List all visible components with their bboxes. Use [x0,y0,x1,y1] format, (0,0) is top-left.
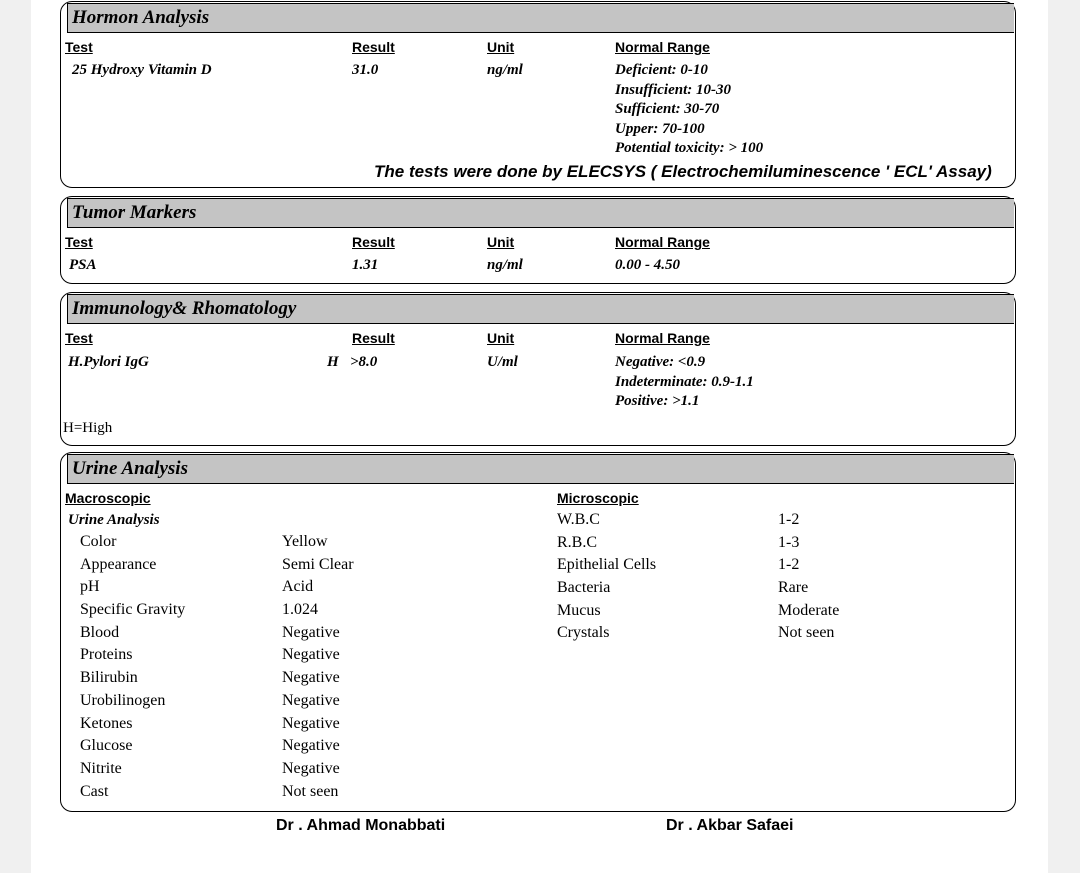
item-label: Bacteria [557,579,611,597]
signature-left: Dr . Ahmad Monabbati [276,817,446,834]
test-unit: ng/ml [487,62,523,78]
col-test: Test [65,330,93,346]
item-value: Negative [282,759,340,777]
list-item [557,534,877,557]
urine-subheader: Urine Analysis [68,512,160,528]
item-value: 1-3 [778,533,800,551]
range-line: Indeterminate: 0.9-1.1 [615,373,754,390]
normal-range [615,61,763,159]
col-range: Normal Range [615,330,710,346]
section-title: Urine Analysis [72,458,188,479]
list-item [80,715,400,738]
test-result: 1.31 [352,257,379,273]
item-value: Negative [282,691,340,709]
test-unit: ng/ml [487,257,523,273]
microscopic-header: Microscopic [557,490,639,506]
item-label: Proteins [80,646,133,664]
item-label: Glucose [80,737,133,755]
list-item [80,533,400,556]
item-value: Negative [282,714,340,732]
item-value: 1.024 [282,601,318,619]
macroscopic-list [80,533,400,805]
list-item [80,760,400,783]
item-label: Epithelial Cells [557,556,657,574]
item-label: Blood [80,623,120,641]
flag-legend: H=High [63,420,113,436]
list-item [80,578,400,601]
item-label: pH [80,578,100,596]
method-note: The tests were done by ELECSYS ( Electrochemiluminescence ' ECL' Assay) [374,162,992,181]
list-item [80,601,400,624]
range-line: Upper: 70-100 [615,120,705,137]
range-line: Negative: <0.9 [615,354,706,370]
normal-range: 0.00 - 4.50 [615,257,680,273]
range-line: Deficient: 0-10 [615,62,708,78]
item-value: 1-2 [778,511,800,528]
list-item [80,646,400,669]
item-value: Negative [282,737,340,755]
col-test: Test [65,39,93,55]
list-item [80,737,400,760]
item-label: Crystals [557,624,610,642]
list-item [80,783,400,806]
list-item [557,602,877,625]
item-value: Acid [282,578,314,596]
col-range: Normal Range [615,234,710,250]
range-line: Positive: >1.1 [615,393,700,409]
section-header [67,294,1014,324]
item-label: Mucus [557,601,601,619]
hormon-analysis-section [60,1,1016,188]
immunology-section [60,292,1016,446]
col-result: Result [352,234,395,250]
list-item [80,692,400,715]
microscopic-list [557,511,877,647]
normal-range [615,353,754,412]
item-label: Cast [80,782,109,800]
tumor-markers-section [60,196,1016,284]
col-unit: Unit [487,330,515,346]
macroscopic-header: Macroscopic [65,490,151,506]
test-result: 31.0 [352,62,379,78]
col-unit: Unit [487,234,515,250]
section-title: Hormon Analysis [72,7,210,28]
section-title: Tumor Markers [72,202,197,223]
test-result: >8.0 [350,354,378,370]
section-title: Immunology& Rhomatology [72,298,297,319]
list-item [557,579,877,602]
col-result: Result [352,330,395,346]
item-label: R.B.C [557,533,598,551]
col-test: Test [65,234,93,250]
section-header [67,198,1014,228]
item-label: Urobilinogen [80,691,166,709]
section-header [67,454,1014,484]
col-unit: Unit [487,39,515,55]
range-line: Insufficient: 10-30 [615,81,731,98]
item-label: Appearance [80,555,157,573]
item-value: Negative [282,623,340,641]
item-value: Rare [778,579,809,597]
section-header [67,3,1014,33]
item-value: Yellow [282,533,328,550]
list-item [80,624,400,647]
item-label: Ketones [80,714,133,732]
list-item [557,556,877,579]
range-line: Sufficient: 30-70 [615,101,720,117]
item-value: Negative [282,646,340,664]
list-item [557,511,877,534]
list-item [80,556,400,579]
item-value: 1-2 [778,556,800,574]
item-value: Not seen [778,624,835,642]
item-label: Nitrite [80,759,122,777]
item-label: Color [80,533,117,550]
item-value: Negative [282,669,340,687]
high-flag: H [327,354,339,370]
test-name: H.Pylori IgG [68,354,149,370]
item-value: Moderate [778,601,840,619]
test-unit: U/ml [487,354,518,370]
item-label: W.B.C [557,511,600,528]
signature-right: Dr . Akbar Safaei [666,817,794,834]
item-value: Semi Clear [282,555,354,573]
test-name: 25 Hydroxy Vitamin D [72,62,212,78]
range-line: Potential toxicity: > 100 [615,140,764,156]
list-item [80,669,400,692]
col-range: Normal Range [615,39,710,55]
item-label: Specific Gravity [80,601,186,619]
test-name: PSA [69,257,97,273]
item-label: Bilirubin [80,669,138,687]
col-result: Result [352,39,395,55]
item-value: Not seen [282,782,339,800]
list-item [557,624,877,647]
